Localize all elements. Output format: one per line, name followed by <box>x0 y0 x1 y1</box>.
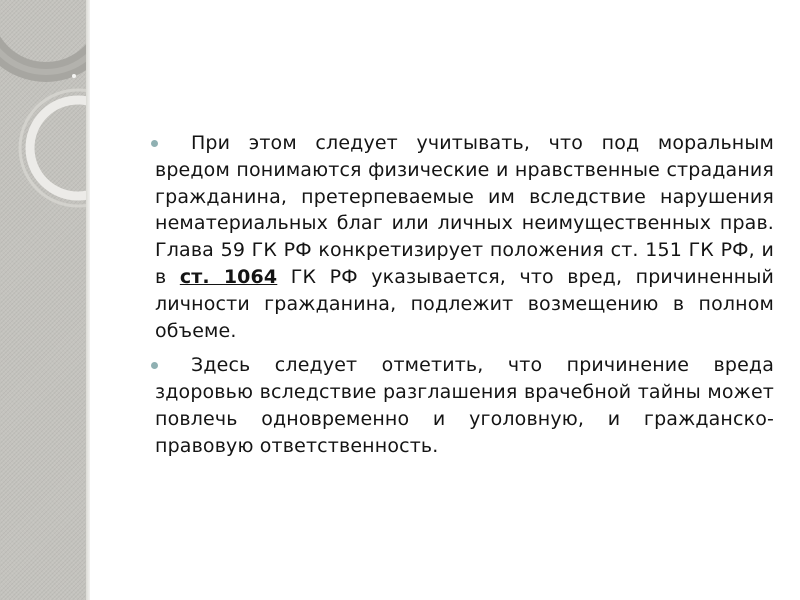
bullet-paragraph-2 <box>155 352 774 459</box>
decorative-side-panel <box>0 0 86 600</box>
article-reference-link[interactable]: ст. 1064 <box>179 265 278 288</box>
paragraph-text: При этом следует учитывать, что под моральным вредом понимаются физические и нравственные страдания гражданина, претерпеваемые им вследствие нарушения нематериальных благ или личных неимущественных прав. Глава 59 ГК РФ конкретизирует положения ст. 151 ГК РФ, и в <box>155 132 774 288</box>
bullet-icon <box>151 140 158 147</box>
decorative-ring-light <box>30 100 86 196</box>
bullet-paragraph-1 <box>155 130 774 344</box>
paragraph-text-continued: ГК РФ указывается, что вред, причиненный личности гражданина, подлежит возмещению в полном объеме. <box>155 265 774 342</box>
paragraph-text: Здесь следует отметить, что причинение вреда здоровью вследствие разглашения врачебной тайны может повлечь одновременно и уголовную, и гражданско-правовую ответственность. <box>155 354 774 457</box>
slide-body <box>155 130 774 468</box>
bullet-icon <box>151 362 158 369</box>
side-panel-edge <box>86 0 90 600</box>
decorative-circles-graphic <box>0 0 86 600</box>
decorative-dot <box>72 74 76 78</box>
